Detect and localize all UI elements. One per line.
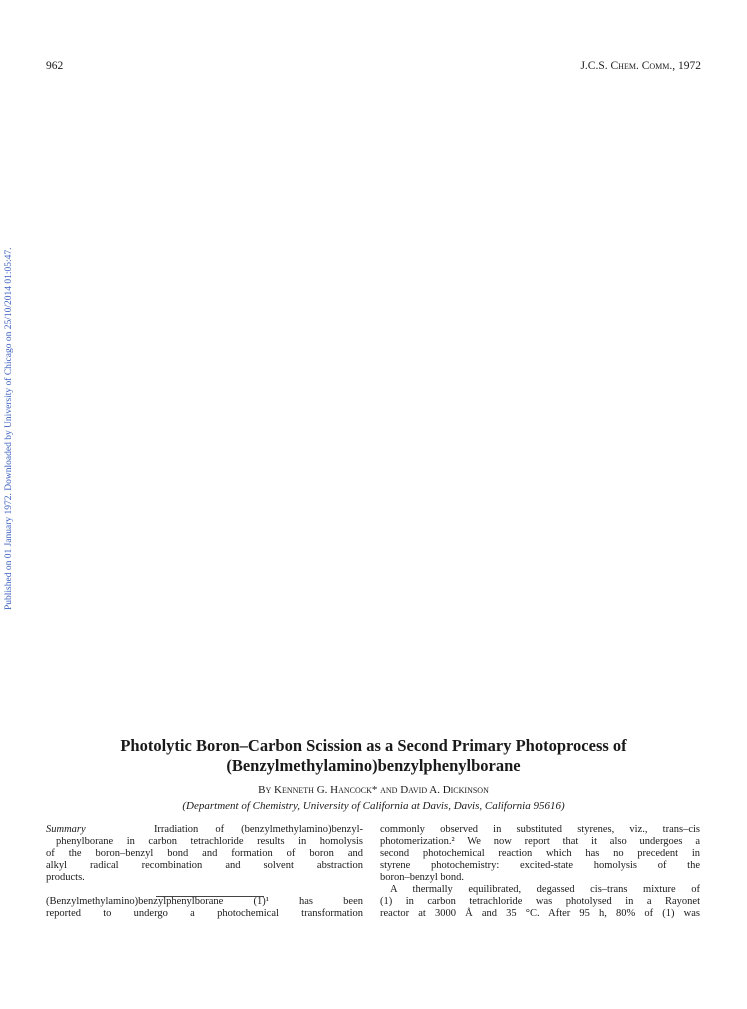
journal-name: J.C.S. Chem. Comm., 1972 [580, 60, 701, 72]
download-watermark [4, 190, 18, 610]
body-line: (Benzylmethylamino)benzylphenylborane (1)¹ has been [46, 896, 363, 907]
body-line: A thermally equilibrated, degassed cis–trans mixture of [390, 884, 700, 895]
page-number: 962 [46, 60, 64, 72]
journal-header [580, 60, 701, 72]
body-line: reported to undergo a photochemical transformation [46, 908, 363, 919]
right-column [380, 824, 700, 920]
left-column [46, 824, 363, 920]
byline: By Kenneth G. Hancock* and David A. Dickinson [258, 784, 489, 796]
affiliation: (Department of Chemistry, University of California at Davis, Davis, California 95616) [182, 800, 565, 812]
body-line: photomerization.² We now report that it also undergoes a [380, 836, 700, 847]
summary-label: Summary [46, 824, 86, 835]
title-line-2: (Benzylmethylamino)benzylphenylborane [226, 756, 521, 775]
section-divider [156, 896, 264, 897]
body-line: commonly observed in substituted styrenes, viz., trans–cis [380, 824, 700, 835]
body-line: styrene photochemistry: excited-state homolysis of the [380, 860, 700, 871]
summary-line: of the boron–benzyl bond and formation of boron and [46, 848, 363, 859]
summary-line: alkyl radical recombination and solvent abstraction [46, 860, 363, 871]
body-line: boron–benzyl bond. [380, 872, 464, 883]
article-title [40, 736, 707, 776]
summary-line: phenylborane in carbon tetrachloride results in homolysis [56, 836, 363, 847]
download-watermark-text: Published on 01 January 1972. Downloaded by University of Chicago on 25/10/2014 01:05:47. [4, 247, 14, 610]
summary-line: products. [46, 872, 85, 883]
body-line: (1) in carbon tetrachloride was photolysed in a Rayonet [380, 896, 700, 907]
summary-line: Summary Irradiation of (benzylmethylamino)benzyl- [46, 824, 363, 835]
title-line-1: Photolytic Boron–Carbon Scission as a Second Primary Photoprocess of [120, 736, 627, 755]
body-line: reactor at 3000 Å and 35 °C. After 95 h, 80% of (1) was [380, 908, 700, 919]
body-line: second photochemical reaction which has no precedent in [380, 848, 700, 859]
